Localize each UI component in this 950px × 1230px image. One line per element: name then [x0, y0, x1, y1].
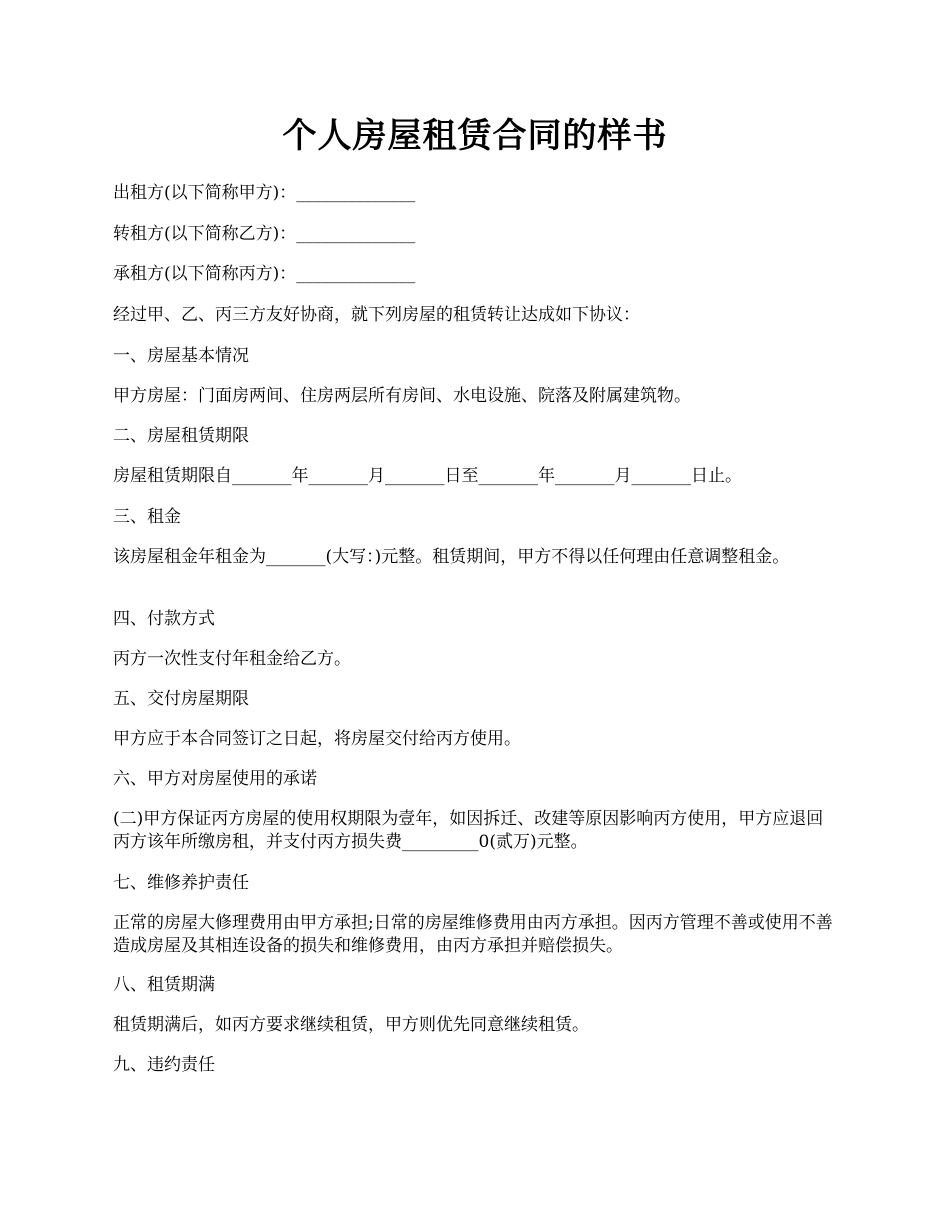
section-heading-3: 三、租金	[113, 507, 181, 527]
section-body-3: 该房屋租金年租金为_______(大写：)元整。租赁期间，甲方不得以任何理由任意调整租金。	[113, 547, 790, 567]
sublessor-party-line: 转租方(以下简称乙方)：______________	[113, 224, 416, 244]
section-heading-6: 六、甲方对房屋使用的承诺	[113, 769, 317, 789]
section-body-7: 正常的房屋大修理费用由甲方承担;日常的房屋维修费用由丙方承担。因丙方管理不善或使用不善造成房屋及其相连设备的损失和维修费用，由丙方承担并赔偿损失。	[113, 913, 833, 956]
section-body-1: 甲方房屋：门面房两间、住房两层所有房间、水电设施、院落及附属建筑物。	[113, 386, 691, 406]
section-heading-5: 五、交付房屋期限	[113, 689, 249, 709]
section-body-6: (二)甲方保证丙方房屋的使用权期限为壹年，如因拆迁、改建等原因影响丙方使用，甲方应退回丙方该年所缴房租，并支付丙方损失费_________0(贰万)元整。	[113, 809, 824, 852]
section-heading-1: 一、房屋基本情况	[113, 346, 249, 366]
lessee-party-line: 承租方(以下简称丙方)：______________	[113, 264, 416, 284]
section-body-4: 丙方一次性支付年租金给乙方。	[113, 649, 351, 669]
section-body-5: 甲方应于本合同签订之日起，将房屋交付给丙方使用。	[113, 729, 521, 749]
section-body-8: 租赁期满后，如丙方要求继续租赁，甲方则优先同意继续租赁。	[113, 1015, 589, 1035]
section-heading-9: 九、违约责任	[113, 1055, 215, 1075]
section-heading-4: 四、付款方式	[113, 609, 215, 629]
section-body-2: 房屋租赁期限自_______年_______月_______日至_______年_______月_______日止。	[113, 466, 742, 486]
section-heading-2: 二、房屋租赁期限	[113, 426, 249, 446]
agreement-intro: 经过甲、乙、丙三方友好协商，就下列房屋的租赁转让达成如下协议：	[113, 305, 640, 325]
section-heading-8: 八、租赁期满	[113, 975, 215, 995]
lessor-party-line: 出租方(以下简称甲方)：______________	[113, 183, 416, 203]
document-title: 个人房屋租赁合同的样书	[282, 116, 668, 156]
section-heading-7: 七、维修养护责任	[113, 873, 249, 893]
